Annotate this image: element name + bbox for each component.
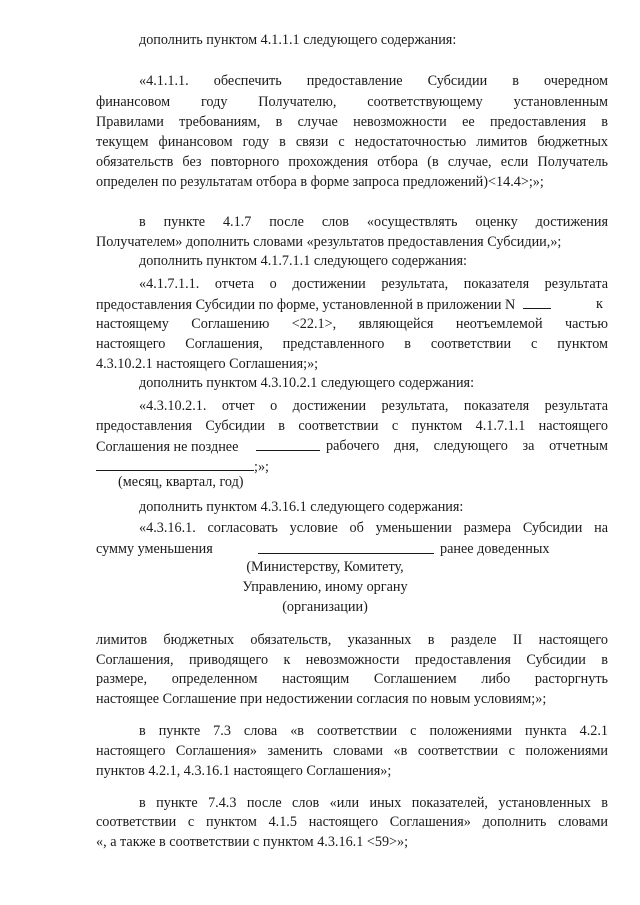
paragraph-line: финансовом году Получателю, соответствующему установленным [96,94,608,110]
paragraph-line: в пункте 7.3 слова «в соответствии с положениями пункта 4.2.1 [139,723,608,739]
paragraph-text: ;»; [254,459,269,475]
paragraph-line: «4.1.1.1. обеспечить предоставление Субсидии в очередном [139,73,608,89]
paragraph-line: настоящее Соглашение при недостижении согласия по новым условиям;»; [96,691,547,707]
field-caption: (месяц, квартал, год) [118,474,244,490]
fill-in-blank [256,437,320,451]
paragraph-line: предоставления Субсидии в соответствии с пунктом 4.1.7.1.1 настоящего [96,418,608,434]
paragraph-text: рабочего дня, следующего за отчетным [326,438,608,454]
field-caption: (организации) [282,599,368,615]
paragraph-line: пунктов 4.2.1, 4.3.16.1 настоящего Соглашения»; [96,763,392,779]
paragraph-text: к [596,296,603,312]
paragraph-text: предоставления Субсидии по форме, установленной в приложении N [96,297,516,313]
paragraph-line: лимитов бюджетных обязательств, указанных в разделе II настоящего [96,632,608,648]
paragraph-line: в пункте 7.4.3 после слов «или иных показателей, установленных в [139,795,608,811]
paragraph-line: «4.3.10.2.1. отчет о достижении результата, показателя результата [139,398,608,414]
paragraph-line: текущем финансовом году в связи с недостаточностью лимитов бюджетных [96,134,608,150]
paragraph-line: обязательств без повторного прохождения отбора (в случае, если Получатель [96,154,608,170]
fill-in-blank [96,457,254,471]
paragraph-text: ранее доведенных [440,541,550,557]
paragraph-line: «, а также в соответствии с пунктом 4.3.16.1 <59>»; [96,834,409,850]
paragraph-line: определен по результатам отбора в форме запроса предложений)<14.4>;»; [96,174,544,190]
paragraph-line: 4.3.10.2.1 настоящего Соглашения;»; [96,356,319,372]
paragraph-intro: дополнить пунктом 4.1.7.1.1 следующего содержания: [139,253,467,269]
paragraph-line: «4.3.16.1. согласовать условие об уменьшении размера Субсидии на [139,520,608,536]
paragraph-intro: дополнить пунктом 4.3.16.1 следующего содержания: [139,499,464,515]
paragraph-text: Соглашения не позднее [96,439,239,455]
field-caption: Управлению, иному органу [242,579,408,595]
paragraph-line: Правилами требованиям, в случае невозможности ее предоставления в [96,114,608,130]
paragraph-text: сумму уменьшения [96,541,213,557]
paragraph-line [96,437,326,456]
paragraph-line: «4.1.7.1.1. отчета о достижении результата, показателя результата [139,276,608,292]
paragraph-line: настоящему Соглашению <22.1>, являющейся неотъемлемой частью [96,316,608,332]
paragraph-line: настоящего Соглашения, представленного в соответствии с пунктом [96,336,608,352]
paragraph-line [96,295,551,314]
paragraph-line: размере, определенном настоящим Соглашением либо расторгнуть [96,671,608,687]
paragraph-intro: дополнить пунктом 4.3.10.2.1 следующего содержания: [139,375,475,391]
paragraph-line: Получателем» дополнить словами «результатов предоставления Субсидии,»; [96,234,562,250]
paragraph-intro: дополнить пунктом 4.1.1.1 следующего содержания: [139,32,457,48]
paragraph-line: Соглашения, приводящего к невозможности предоставления Субсидии в [96,652,608,668]
paragraph-line: настоящего Соглашения» заменить словами «в соответствии с положениями [96,743,608,759]
field-caption: (Министерству, Комитету, [246,559,404,575]
paragraph-line: соответствии с пунктом 4.1.5 настоящего Соглашения» дополнить словами [96,814,608,830]
fill-in-blank [523,295,551,309]
fill-in-blank [258,540,434,554]
paragraph-line [258,540,434,559]
paragraph-line: в пункте 4.1.7 после слов «осуществлять оценку достижения [139,214,608,230]
